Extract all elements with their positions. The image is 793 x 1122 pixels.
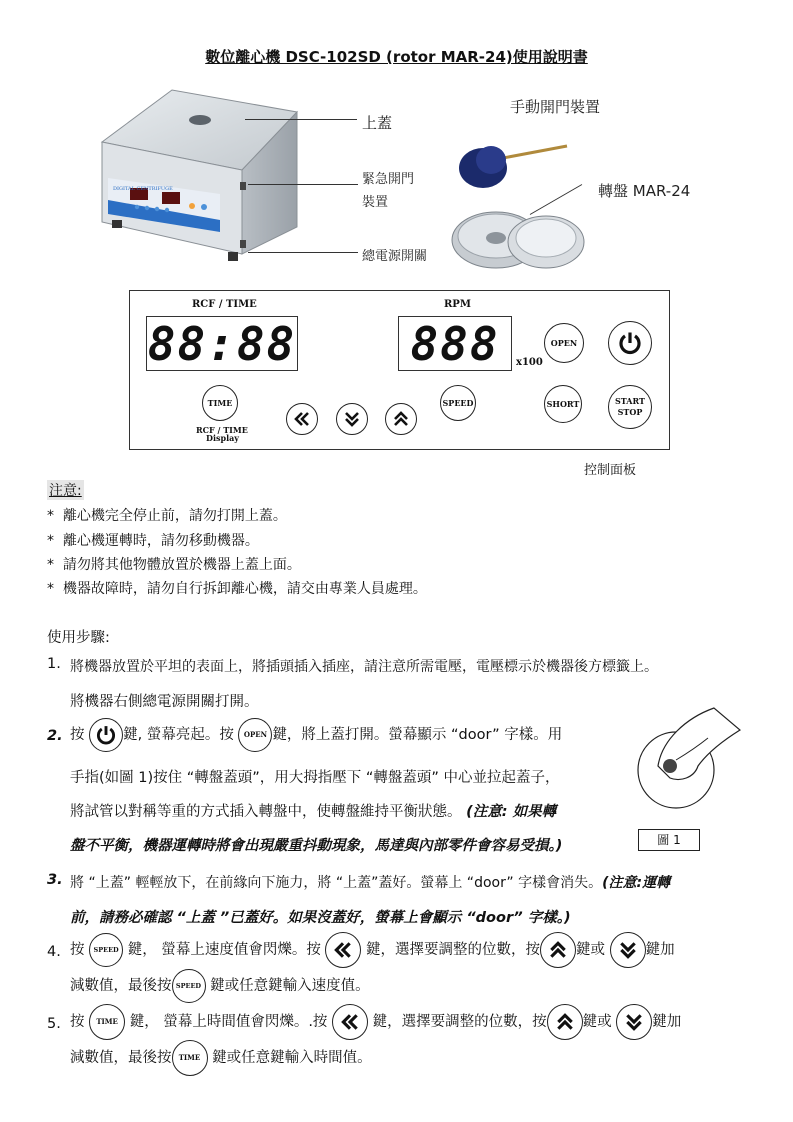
power-icon: [95, 724, 117, 746]
rotor-label: 轉盤 MAR-24: [598, 182, 691, 200]
step-2-text-b: 鍵, 螢幕亮起。按: [123, 727, 234, 743]
step-2-caution: 盤不平衡，機器運轉時將會出現嚴重抖動現象，馬達與內部零件會容易受損。): [70, 838, 563, 854]
double-chevron-up-icon: [392, 410, 410, 428]
figure-1-label: 圖 1: [657, 833, 681, 847]
step-5-text-d: 鍵或: [582, 1014, 612, 1030]
step-5-text-c: 鍵，選擇要調整的位數，按: [372, 1014, 547, 1030]
rotor-illustration: [448, 200, 588, 275]
document-title: 數位離心機 DSC-102SD (rotor MAR-24)使用說明書: [205, 48, 588, 66]
emergency-label-line1: 緊急開門: [362, 172, 415, 187]
step-1-number: 1.: [47, 656, 61, 672]
decrease-key-inline: [610, 932, 646, 968]
power-switch-label: 總電源開關: [362, 249, 428, 264]
step-2-text-l3a: 將試管以對稱等重的方式插入轉盤中，使轉盤維持平衡狀態。: [70, 804, 462, 820]
open-key-inline: OPEN: [238, 718, 272, 752]
steps-heading: 使用步驟:: [47, 630, 110, 646]
step-4-text-e: 鍵加: [645, 942, 675, 958]
speed-key-inline: SPEED: [89, 933, 123, 967]
step-3-caution-start: (注意:運轉: [602, 875, 671, 891]
figure-1-label-box: [638, 829, 700, 851]
step-3-line-1: [70, 872, 670, 892]
step-3-caution: 前，請務必確認 “上蓋 ”已蓋好。如果沒蓋好，螢幕上會顯示 “door” 字樣。): [70, 910, 571, 926]
note-item: * 請勿將其他物體放置於機器上蓋上面。: [47, 557, 301, 573]
double-chevron-left-icon: [293, 410, 311, 428]
step-4-line-1: [70, 930, 675, 970]
start-stop-button[interactable]: [608, 385, 652, 429]
step-5-line-1: [70, 1002, 681, 1042]
step-4-line-2: [70, 968, 370, 1004]
power-key-inline: [89, 718, 123, 752]
time-key-inline: TIME: [172, 1040, 208, 1076]
power-button[interactable]: [608, 321, 652, 365]
step-1-line-2: 將機器右側總電源開關打開。: [70, 694, 259, 710]
step-5-line-2: [70, 1040, 372, 1076]
speed-button[interactable]: SPEED: [440, 385, 476, 421]
shift-left-button[interactable]: [286, 403, 318, 435]
rpm-multiplier: x100: [516, 357, 543, 368]
increase-key-inline: [540, 932, 576, 968]
centrifuge-illustration: [92, 82, 307, 272]
step-5-text-l2b: 鍵或任意鍵輸入時間值。: [212, 1050, 372, 1066]
control-panel: [129, 290, 670, 450]
open-button[interactable]: OPEN: [544, 323, 584, 363]
double-chevron-down-icon: [343, 410, 361, 428]
step-4-text-l2b: 鍵或任意鍵輸入速度值。: [210, 978, 370, 994]
time-button-caption-line2: Display: [206, 433, 239, 443]
double-chevron-down-icon: [624, 1012, 644, 1032]
start-label: START: [615, 396, 645, 406]
rpm-heading: RPM: [444, 299, 471, 310]
step-5-text-l2a: 減數值，最後按: [70, 1050, 172, 1066]
shift-left-key-inline: [325, 932, 361, 968]
decrease-button[interactable]: [336, 403, 368, 435]
shift-left-key-inline: [332, 1004, 368, 1040]
step-4-text-d: 鍵或: [576, 942, 606, 958]
emergency-label-line2: 裝置: [362, 195, 389, 210]
manual-open-label: 手動開門裝置: [510, 98, 601, 116]
note-item: * 機器故障時，請勿自行拆卸離心機，請交由專業人員處理。: [47, 581, 427, 597]
increase-key-inline: [547, 1004, 583, 1040]
lid-label: 上蓋: [362, 114, 393, 132]
step-1-line-1: 將機器放置於平坦的表面上，將插頭插入插座，請注意所需電壓，電壓標示於機器後方標籤上。: [70, 659, 658, 675]
step-2-number: 2.: [47, 728, 63, 744]
step-4-text-c: 鍵，選擇要調整的位數，按: [366, 942, 541, 958]
step-2-line-2: 手指(如圖 1)按住 “轉盤蓋頭”，用大拇指壓下 “轉盤蓋頭” 中心並拉起蓋子，: [70, 770, 560, 786]
double-chevron-left-icon: [333, 940, 353, 960]
time-button[interactable]: TIME: [202, 385, 238, 421]
step-4-number: 4.: [47, 944, 61, 960]
power-icon: [617, 330, 643, 356]
step-3-text-a: 將 “上蓋” 輕輕放下，在前緣向下施力，將 “上蓋”蓋好。螢幕上 “door” 字樣會消失。: [70, 875, 603, 891]
rcf-time-display: 88:88: [147, 316, 297, 371]
note-text: 機器故障時，請勿自行拆卸離心機，請交由專業人員處理。: [62, 581, 427, 597]
rcf-time-heading: RCF / TIME: [192, 299, 257, 310]
double-chevron-down-icon: [618, 940, 638, 960]
step-2-caution-start: (注意: 如果轉: [466, 804, 557, 820]
rpm-display: 888: [398, 316, 512, 371]
manual-open-knob-illustration: [455, 118, 575, 198]
notes-heading: 注意:: [47, 480, 84, 500]
step-4-text-b: 鍵， 螢幕上速度值會閃爍。按: [127, 942, 321, 958]
time-button-caption-line1: RCF / TIME: [196, 425, 248, 435]
step-5-text-b: 鍵， 螢幕上時間值會閃爍。.按: [129, 1014, 328, 1030]
brand-text: DIGITAL CENTRIFUGE: [113, 186, 173, 192]
double-chevron-up-icon: [555, 1012, 575, 1032]
step-3-number: 3.: [47, 872, 63, 888]
step-5-text-e: 鍵加: [652, 1014, 682, 1030]
speed-key-inline: SPEED: [172, 969, 206, 1003]
increase-button[interactable]: [385, 403, 417, 435]
step-2-text-c: 鍵，將上蓋打開。螢幕顯示 “door” 字樣。用: [272, 727, 563, 743]
step-5-text-a: 按: [70, 1014, 85, 1030]
step-2-line-3: [70, 800, 556, 821]
stop-label: STOP: [617, 407, 643, 417]
short-button[interactable]: SHORT: [544, 385, 582, 423]
step-4-text-a: 按: [70, 942, 85, 958]
note-text: 請勿將其他物體放置於機器上蓋上面。: [62, 557, 301, 573]
double-chevron-left-icon: [340, 1012, 360, 1032]
step-5-number: 5.: [47, 1016, 61, 1032]
time-key-inline: TIME: [89, 1004, 125, 1040]
note-text: 離心機完全停止前，請勿打開上蓋。: [62, 508, 287, 524]
figure-1-illustration: [628, 700, 748, 820]
double-chevron-up-icon: [548, 940, 568, 960]
note-item: * 離心機完全停止前，請勿打開上蓋。: [47, 508, 287, 524]
control-panel-caption: 控制面板: [584, 463, 637, 478]
decrease-key-inline: [616, 1004, 652, 1040]
step-4-text-l2a: 減數值，最後按: [70, 978, 172, 994]
note-item: * 離心機運轉時，請勿移動機器。: [47, 533, 259, 549]
note-text: 離心機運轉時，請勿移動機器。: [62, 533, 259, 549]
step-2-text-a: 按: [70, 727, 85, 743]
step-2-line-1: [70, 716, 562, 754]
